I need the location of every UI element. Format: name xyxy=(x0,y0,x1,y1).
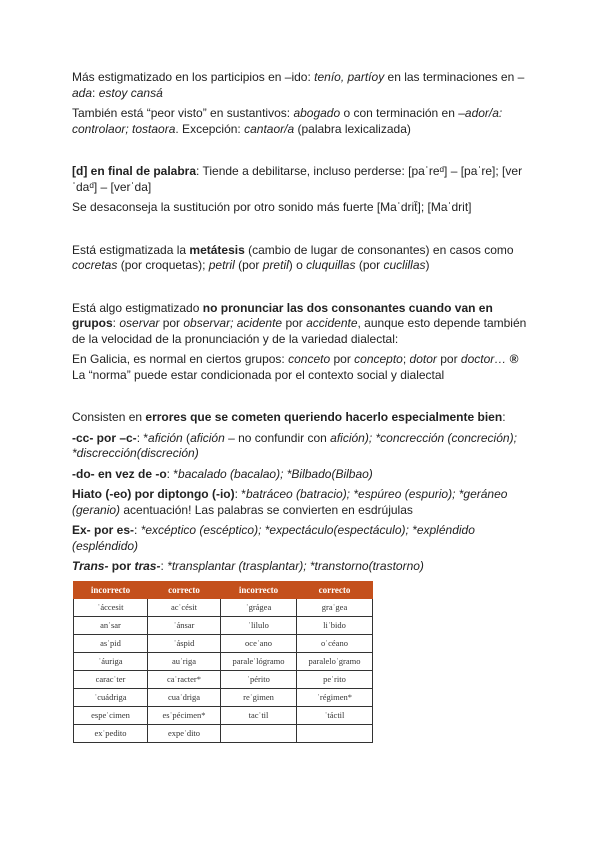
paragraph-cc xyxy=(72,431,527,462)
table-cell: espeˈcimen xyxy=(74,706,148,724)
table-row xyxy=(74,706,373,724)
table-cell: anˈsar xyxy=(74,616,148,634)
table-cell: ˈrégimen* xyxy=(297,688,373,706)
paragraph-do xyxy=(72,467,527,483)
example: observar; acidente xyxy=(183,316,283,330)
table-cell: ˈtáctil xyxy=(297,706,373,724)
table-cell xyxy=(297,724,373,742)
example: accidente xyxy=(306,316,358,330)
text: . Excepción: xyxy=(175,121,245,136)
table-cell: reˈgimen xyxy=(221,688,297,706)
text: (cambio de lugar de consonantes) en casos como xyxy=(244,242,514,257)
example: ador/a: controlaor; tostaora xyxy=(72,106,503,136)
text: : Tiende a debilitarse, incluso perderse: [paˈreᵈ] – [paˈre]; [verˈdaᵈ] – [verˈda] xyxy=(72,164,523,194)
column-header: correcto xyxy=(297,581,373,598)
text: o con terminación en – xyxy=(340,106,465,120)
example: ada xyxy=(72,85,93,100)
example: doctor… xyxy=(460,352,507,366)
text: La “norma” puede estar condicionada por el contexto social y dialectal xyxy=(72,367,445,382)
example: y xyxy=(378,70,385,84)
text: Más estigmatizado en los participios en –ido: xyxy=(72,70,315,84)
text: ) xyxy=(425,258,430,272)
paragraph-hiato xyxy=(72,487,527,518)
text: por xyxy=(159,316,184,330)
text: Consisten en xyxy=(72,410,146,424)
heading-term: Hiato (-eo) por diptongo (-io) xyxy=(72,487,235,501)
example: batráceo (batracio); *espúreo (espurio); *geráneo (geranio) xyxy=(72,487,508,517)
table-row xyxy=(74,616,373,634)
text: : xyxy=(502,410,506,424)
text: : xyxy=(92,85,99,100)
text: Está estigmatizada la xyxy=(72,242,190,257)
document-page xyxy=(72,70,527,743)
example: cuclillas xyxy=(383,258,426,272)
text: También está “peor visto” en sustantivos: xyxy=(72,106,294,120)
example: cantaor/a xyxy=(244,121,295,136)
table-cell: graˈgea xyxy=(297,598,373,616)
example: petril xyxy=(208,258,235,272)
text: por xyxy=(282,316,307,330)
text: (palabra lexicalizada) xyxy=(294,121,411,136)
table-row xyxy=(74,652,373,670)
table-cell: asˈpid xyxy=(74,634,148,652)
table-cell: oˈcéano xyxy=(297,634,373,652)
table-cell: liˈbido xyxy=(297,616,373,634)
registered-mark: ® xyxy=(509,352,519,366)
table-cell: ˈáspid xyxy=(148,634,221,652)
table-cell: ˈgrágea xyxy=(221,598,297,616)
text: por xyxy=(436,352,461,366)
paragraph-grupos-consonantes xyxy=(72,301,527,348)
paragraph-galicia xyxy=(72,352,527,383)
table-row xyxy=(74,724,373,742)
table-cell: paraleloˈgramo xyxy=(297,652,373,670)
table-cell: tacˈtil xyxy=(221,706,297,724)
table-cell: cuaˈdriga xyxy=(148,688,221,706)
example: *excéptico (escéptico); *expectáculo(espectáculo); *expléndido (espléndido) xyxy=(72,523,475,553)
heading-term: -cc- por –c- xyxy=(72,430,137,445)
heading-term: errores que se cometen queriendo hacerlo especialmente bien xyxy=(145,410,503,424)
text: : xyxy=(160,559,168,573)
paragraph-ex xyxy=(72,523,527,554)
table-cell: paraleˈlógramo xyxy=(221,652,297,670)
example: afición); *concrección (concreción); *discrección(discreción) xyxy=(72,430,517,460)
table-row xyxy=(74,634,373,652)
table-cell: exˈpedito xyxy=(74,724,148,742)
example: *transplantar (trasplantar); *transtorno(trastorno) xyxy=(167,559,424,573)
text: acentuación! Las palabras se convierten en esdrújulas xyxy=(120,502,413,517)
example: bacalado (bacalao); *Bilbado(Bilbao) xyxy=(178,466,373,481)
table-cell: esˈpécimen* xyxy=(148,706,221,724)
accent-table xyxy=(73,581,373,743)
table-cell: caracˈter xyxy=(74,670,148,688)
example: estoy cansá xyxy=(98,85,163,100)
heading-term: -do- en vez de -o xyxy=(72,466,167,481)
table-row xyxy=(74,670,373,688)
heading-term: no pronunciar las dos consonantes cuando van en grupos xyxy=(72,300,493,330)
example: cluquillas xyxy=(306,258,356,272)
table-cell: caˈracter* xyxy=(148,670,221,688)
table-cell: ˈlilulo xyxy=(221,616,297,634)
text: (por croquetas); xyxy=(117,258,209,272)
text: : * xyxy=(234,487,246,501)
heading-term: [d] en final de palabra xyxy=(72,164,197,178)
table-cell: ˈáccesit xyxy=(74,598,148,616)
column-header: correcto xyxy=(148,581,221,598)
text: ; xyxy=(402,352,410,366)
heading-term: tras- xyxy=(134,559,161,573)
table-cell: peˈrito xyxy=(297,670,373,688)
table-row xyxy=(74,688,373,706)
example: afición xyxy=(148,430,183,445)
example: dotor xyxy=(409,352,437,366)
text: en las terminaciones en – xyxy=(384,70,525,84)
text: En Galicia, es normal en ciertos grupos: xyxy=(72,352,289,366)
table-cell: ˈcuádriga xyxy=(74,688,148,706)
paragraph-hipercorreccion xyxy=(72,410,527,426)
example: cocretas xyxy=(72,258,118,272)
paragraph-metatesis xyxy=(72,243,527,274)
heading-term: Ex- por es- xyxy=(72,523,135,537)
table-cell: acˈcésit xyxy=(148,598,221,616)
text: – no confundir con xyxy=(224,430,331,445)
heading-term: metátesis xyxy=(189,242,245,257)
example: concepto xyxy=(354,352,403,366)
table-cell xyxy=(221,724,297,742)
table-header-row xyxy=(74,581,373,598)
table-cell: ˈpérito xyxy=(221,670,297,688)
text: : xyxy=(134,523,141,537)
text: : * xyxy=(136,430,149,445)
table-cell: ˈánsar xyxy=(148,616,221,634)
text: ) o xyxy=(288,258,307,272)
text: (por xyxy=(234,258,263,272)
text: (por xyxy=(355,258,384,272)
table-cell: oceˈano xyxy=(221,634,297,652)
example: abogado xyxy=(293,106,341,120)
text: por xyxy=(330,352,355,366)
table-cell: expeˈdito xyxy=(148,724,221,742)
text: ( xyxy=(182,430,191,445)
paragraph-sustantivos xyxy=(72,106,527,137)
text: : xyxy=(112,316,120,330)
example: afición xyxy=(190,430,225,445)
example: oservar xyxy=(119,316,160,330)
table-cell: auˈriga xyxy=(148,652,221,670)
column-header: incorrecto xyxy=(221,581,297,598)
column-header: incorrecto xyxy=(74,581,148,598)
paragraph-participios xyxy=(72,70,527,101)
paragraph-d-final xyxy=(72,164,527,195)
example: pretil xyxy=(262,258,289,272)
table-row xyxy=(74,598,373,616)
paragraph-sustitucion: Se desaconseja la sustitución por otro sonido más fuerte [Maˈdrit̆]; [Maˈdrit] xyxy=(72,200,472,214)
text: : * xyxy=(166,466,179,481)
heading-term: por xyxy=(108,559,135,573)
text: , aunque esto depende también de la velocidad de la pronunciación y de la variedad dialectal: xyxy=(72,316,527,346)
paragraph-trans xyxy=(72,559,527,575)
example: tenío, partío xyxy=(314,70,379,84)
text: Está algo estigmatizado xyxy=(72,300,203,315)
example: conceto xyxy=(288,352,331,366)
heading-term: Trans- xyxy=(72,559,109,573)
table-cell: ˈáuriga xyxy=(74,652,148,670)
